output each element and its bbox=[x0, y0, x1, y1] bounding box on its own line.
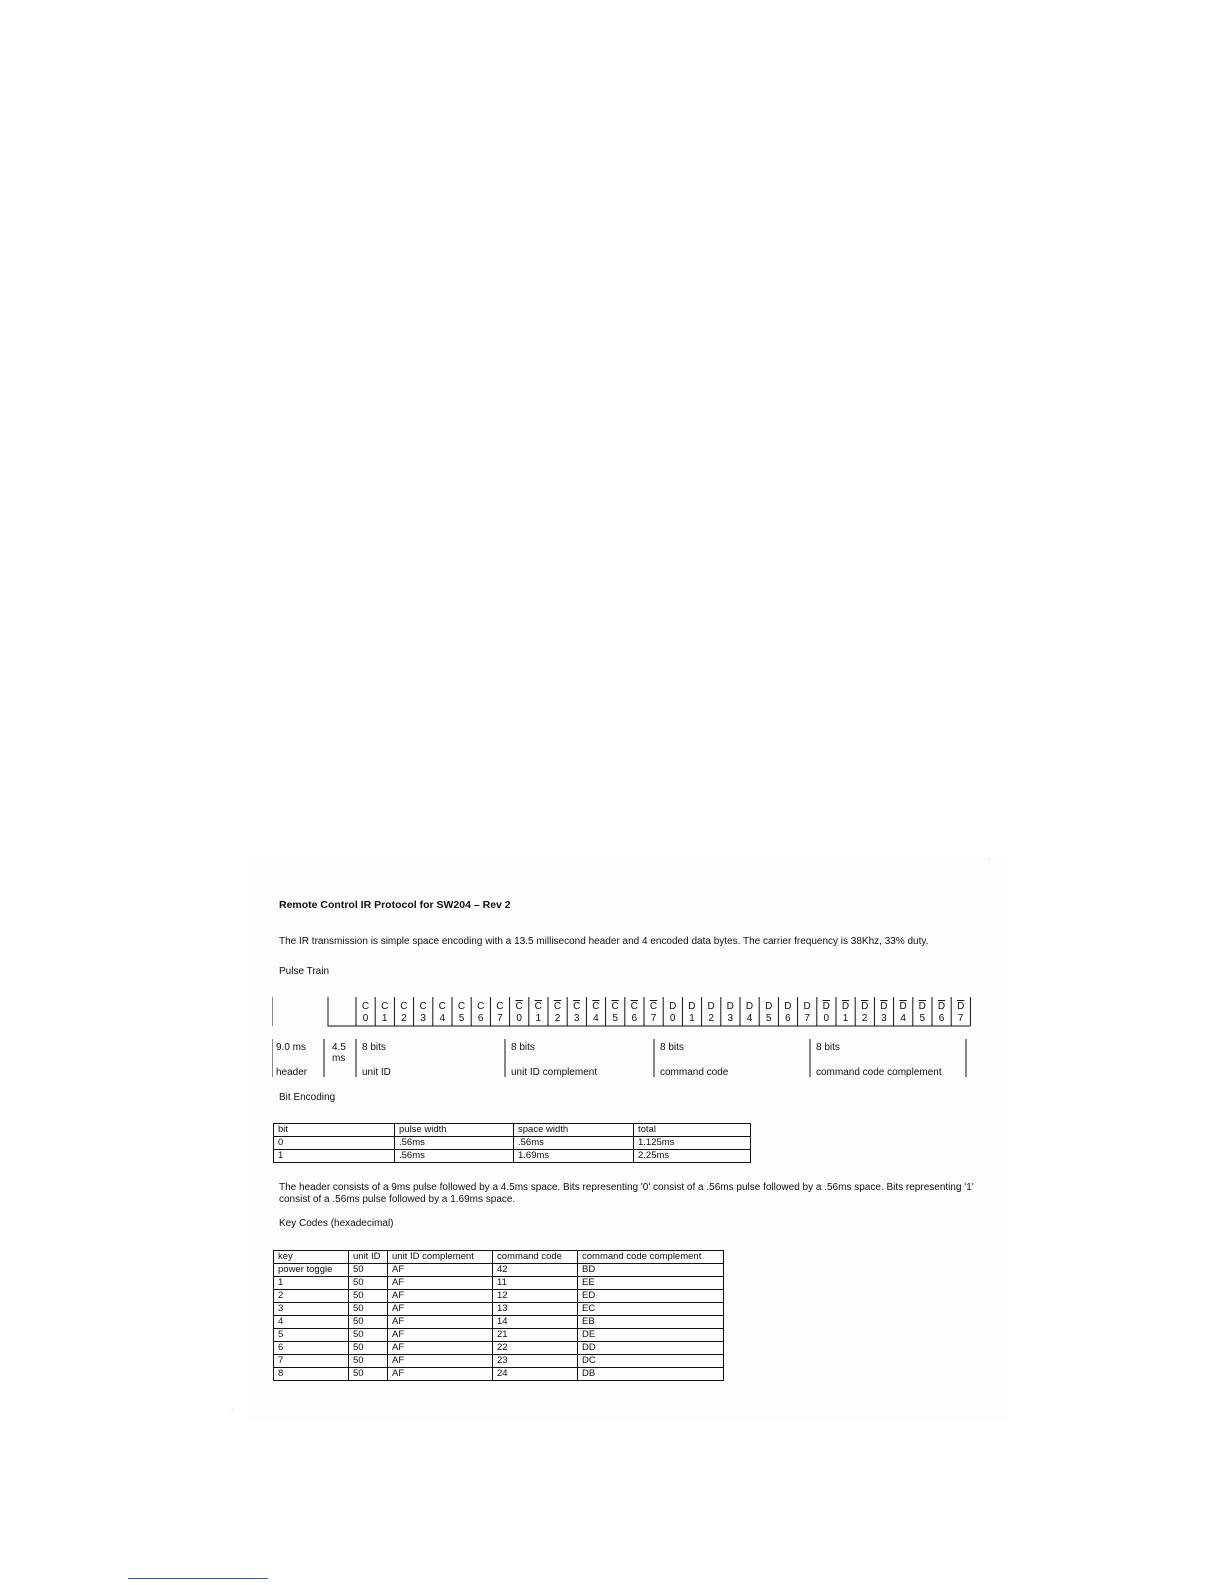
table-cell: 3 bbox=[274, 1303, 349, 1316]
column-header: space width bbox=[514, 1124, 634, 1137]
table-row bbox=[274, 1303, 724, 1316]
group-label-unit-id-complement: unit ID complement bbox=[511, 1067, 598, 1078]
table-row bbox=[274, 1342, 724, 1355]
bit-cell bbox=[625, 1001, 644, 1025]
bit-cell bbox=[778, 1001, 797, 1025]
bit-index: 4 bbox=[439, 1013, 446, 1024]
bit-letter: D bbox=[765, 1001, 773, 1012]
bit-letter: $\overline{D}$ bbox=[880, 1001, 888, 1012]
bit-index: 5 bbox=[765, 1013, 772, 1024]
bit-letter: $\overline{C}$ bbox=[611, 1001, 619, 1012]
table-cell: 50 bbox=[349, 1342, 388, 1355]
bit-cell bbox=[586, 1001, 605, 1025]
bit-letter: D bbox=[726, 1001, 734, 1012]
table-row bbox=[274, 1355, 724, 1368]
table-cell: 42 bbox=[493, 1264, 578, 1277]
bit-index: 3 bbox=[881, 1013, 887, 1024]
group-label-command-code: command code bbox=[660, 1067, 729, 1078]
bit-cell bbox=[548, 1001, 567, 1025]
table-cell: 6 bbox=[274, 1342, 349, 1355]
table-cell: ED bbox=[578, 1290, 724, 1303]
table-cell: AF bbox=[388, 1316, 493, 1329]
bit-index: 2 bbox=[708, 1013, 714, 1024]
bit-cell bbox=[836, 1001, 855, 1025]
table-row bbox=[274, 1368, 724, 1381]
bit-cell bbox=[490, 1001, 509, 1025]
table-cell: 50 bbox=[349, 1277, 388, 1290]
bit-cell bbox=[817, 1001, 836, 1025]
table-cell: 5 bbox=[274, 1329, 349, 1342]
bit-index: 5 bbox=[458, 1013, 465, 1024]
table-cell: 14 bbox=[493, 1316, 578, 1329]
bit-cell bbox=[759, 1001, 778, 1025]
column-header: key bbox=[274, 1251, 349, 1264]
bit-index: 7 bbox=[804, 1013, 810, 1024]
bit-cell bbox=[606, 1001, 625, 1025]
pulse-train-diagram bbox=[272, 997, 977, 1095]
document-title: Remote Control IR Protocol for SW204 – Rev 2 bbox=[279, 899, 511, 911]
bit-cell bbox=[951, 1001, 970, 1025]
table-cell: AF bbox=[388, 1342, 493, 1355]
bit-letter: C bbox=[400, 1001, 408, 1012]
bit-cell bbox=[394, 1001, 413, 1025]
bit-index: 4 bbox=[746, 1013, 753, 1024]
column-header: unit ID bbox=[349, 1251, 388, 1264]
table-cell: 50 bbox=[349, 1368, 388, 1381]
table-row bbox=[274, 1264, 724, 1277]
table-cell: BD bbox=[578, 1264, 724, 1277]
bit-cell bbox=[702, 1001, 721, 1025]
bit-cell bbox=[663, 1001, 682, 1025]
bit-index: 4 bbox=[900, 1013, 906, 1024]
bit-letter: $\overline{C}$ bbox=[630, 1001, 638, 1012]
column-header: command code complement bbox=[578, 1251, 724, 1264]
bit-letter: C bbox=[477, 1001, 485, 1012]
table-cell: 50 bbox=[349, 1264, 388, 1277]
table-cell: DD bbox=[578, 1342, 724, 1355]
bit-letter: C bbox=[419, 1001, 427, 1012]
bit-cell bbox=[740, 1001, 759, 1025]
bit-index: 6 bbox=[938, 1013, 945, 1024]
column-header: pulse width bbox=[395, 1124, 514, 1137]
table-cell: 1 bbox=[274, 1150, 395, 1163]
table-cell: 50 bbox=[349, 1355, 388, 1368]
table-cell: 23 bbox=[493, 1355, 578, 1368]
column-header: bit bbox=[274, 1124, 395, 1137]
table-cell: 50 bbox=[349, 1329, 388, 1342]
bit-cell bbox=[433, 1001, 452, 1025]
bit-index: 2 bbox=[554, 1013, 561, 1024]
space-time: 4.5 ms bbox=[332, 1042, 346, 1064]
bit-letter: C bbox=[496, 1001, 504, 1012]
bit-cell bbox=[510, 1001, 529, 1025]
column-header: command code bbox=[493, 1251, 578, 1264]
bit-cell bbox=[529, 1001, 548, 1025]
bit-letter: D bbox=[669, 1001, 677, 1012]
table-cell: AF bbox=[388, 1264, 493, 1277]
table-cell: 1 bbox=[274, 1277, 349, 1290]
bit-index: 0 bbox=[516, 1013, 522, 1024]
bit-letter: $\overline{C}$ bbox=[649, 1001, 658, 1012]
table-cell: 12 bbox=[493, 1290, 578, 1303]
bit-index: 7 bbox=[650, 1013, 657, 1024]
table-cell: 2.25ms bbox=[634, 1150, 751, 1163]
table-row bbox=[274, 1150, 751, 1163]
scan-speck: . bbox=[988, 853, 991, 862]
bit-index: 1 bbox=[381, 1013, 388, 1024]
table-cell: 13 bbox=[493, 1303, 578, 1316]
table-cell: 8 bbox=[274, 1368, 349, 1381]
bit-index: 6 bbox=[477, 1013, 484, 1024]
bit-index: 1 bbox=[689, 1013, 695, 1024]
table-cell: EB bbox=[578, 1316, 724, 1329]
table-cell: 21 bbox=[493, 1329, 578, 1342]
table-cell: 22 bbox=[493, 1342, 578, 1355]
bit-cell bbox=[932, 1001, 951, 1025]
bit-index: 1 bbox=[842, 1013, 849, 1024]
bit-index: 0 bbox=[669, 1013, 676, 1024]
bit-index: 3 bbox=[573, 1013, 580, 1024]
bit-letter: $\overline{D}$ bbox=[861, 1001, 869, 1012]
bit-encoding-heading: Bit Encoding bbox=[279, 1092, 336, 1103]
table-cell: DE bbox=[578, 1329, 724, 1342]
table-row bbox=[274, 1290, 724, 1303]
table-cell: AF bbox=[388, 1368, 493, 1381]
table-cell: 24 bbox=[493, 1368, 578, 1381]
key-codes-table bbox=[273, 1250, 724, 1381]
footer-rule bbox=[128, 1578, 268, 1579]
group-bits-command-code: 8 bits bbox=[660, 1042, 684, 1053]
bit-cell bbox=[874, 1001, 893, 1025]
bit-letter: C bbox=[457, 1001, 466, 1012]
table-cell: 50 bbox=[349, 1303, 388, 1316]
bit-index: 0 bbox=[823, 1013, 830, 1024]
table-cell: AF bbox=[388, 1277, 493, 1290]
table-cell: .56ms bbox=[514, 1137, 634, 1150]
table-cell: AF bbox=[388, 1329, 493, 1342]
bit-cell bbox=[414, 1001, 433, 1025]
header-label: header bbox=[276, 1067, 308, 1078]
table-row bbox=[274, 1277, 724, 1290]
bit-index: 7 bbox=[957, 1013, 964, 1024]
bit-cell bbox=[721, 1001, 740, 1025]
bit-letter: D bbox=[803, 1001, 811, 1012]
bit-letter: $\overline{C}$ bbox=[515, 1001, 523, 1012]
bit-cell bbox=[356, 1001, 375, 1025]
bit-letter: $\overline{D}$ bbox=[899, 1001, 907, 1012]
group-label-command-code-complement: command code complement bbox=[816, 1067, 942, 1078]
bit-index: 6 bbox=[785, 1013, 791, 1024]
table-cell: AF bbox=[388, 1355, 493, 1368]
bit-index: 0 bbox=[362, 1013, 369, 1024]
pulse-train-heading: Pulse Train bbox=[279, 966, 330, 977]
bit-index: 6 bbox=[631, 1013, 638, 1024]
bit-cell bbox=[913, 1001, 932, 1025]
table-cell: 50 bbox=[349, 1316, 388, 1329]
table-cell: 7 bbox=[274, 1355, 349, 1368]
bit-letter: D bbox=[784, 1001, 792, 1012]
encoding-description: The header consists of a 9ms pulse followed by a 4.5ms space. Bits representing '0' consist of a .56ms pulse followed by a .56ms space. Bits representing '1' consist of a .56ms pulse followed by a 1.69ms space. bbox=[279, 1182, 974, 1205]
scan-speck: . bbox=[231, 1403, 234, 1412]
intro-paragraph: The IR transmission is simple space encoding with a 13.5 millisecond header and 4 encoded data bytes. The carrier frequency is 38Khz, 33% duty. bbox=[279, 936, 929, 947]
group-bits-command-code-complement: 8 bits bbox=[816, 1042, 840, 1053]
table-cell: AF bbox=[388, 1290, 493, 1303]
bit-letter: $\overline{D}$ bbox=[822, 1001, 830, 1012]
table-cell: 1.69ms bbox=[514, 1150, 634, 1163]
bit-letter: $\overline{C}$ bbox=[592, 1001, 600, 1012]
bit-cell bbox=[798, 1001, 817, 1025]
bit-letter: D bbox=[707, 1001, 715, 1012]
table-cell: 1.125ms bbox=[634, 1137, 751, 1150]
bit-letter: C bbox=[381, 1001, 389, 1012]
table-cell: EC bbox=[578, 1303, 724, 1316]
table-cell: .56ms bbox=[395, 1150, 514, 1163]
key-codes-heading: Key Codes (hexadecimal) bbox=[279, 1218, 394, 1229]
bit-cell bbox=[452, 1001, 471, 1025]
bit-index: 2 bbox=[861, 1013, 868, 1024]
bit-index: 1 bbox=[535, 1013, 542, 1024]
table-row bbox=[274, 1316, 724, 1329]
bit-cell bbox=[375, 1001, 394, 1025]
bit-cell bbox=[471, 1001, 490, 1025]
group-label-unit-id: unit ID bbox=[362, 1067, 391, 1078]
bit-letter: $\overline{D}$ bbox=[957, 1001, 965, 1012]
bit-index: 7 bbox=[497, 1013, 503, 1024]
table-cell: power toggle bbox=[274, 1264, 349, 1277]
bit-letter: D bbox=[745, 1001, 754, 1012]
bit-letter: $\overline{C}$ bbox=[573, 1001, 581, 1012]
table-cell: 2 bbox=[274, 1290, 349, 1303]
table-cell: EE bbox=[578, 1277, 724, 1290]
bit-cell bbox=[855, 1001, 874, 1025]
header-time: 9.0 ms bbox=[276, 1042, 307, 1053]
table-cell: DB bbox=[578, 1368, 724, 1381]
table-header-row bbox=[274, 1251, 724, 1264]
bit-index: 5 bbox=[919, 1013, 926, 1024]
table-row bbox=[274, 1329, 724, 1342]
column-header: total bbox=[634, 1124, 751, 1137]
bit-index: 3 bbox=[727, 1013, 734, 1024]
table-cell: 0 bbox=[274, 1137, 395, 1150]
group-bits-unit-id: 8 bits bbox=[362, 1042, 386, 1053]
bit-letter: D bbox=[688, 1001, 696, 1012]
table-cell: AF bbox=[388, 1303, 493, 1316]
bit-index: 3 bbox=[420, 1013, 426, 1024]
group-bits-unit-id-complement: 8 bits bbox=[511, 1042, 535, 1053]
bit-index: 5 bbox=[612, 1013, 618, 1024]
bit-letter: C bbox=[438, 1001, 446, 1012]
bit-letter: $\overline{D}$ bbox=[918, 1001, 926, 1012]
table-cell: 4 bbox=[274, 1316, 349, 1329]
table-cell: .56ms bbox=[395, 1137, 514, 1150]
bit-cell bbox=[567, 1001, 586, 1025]
column-header: unit ID complement bbox=[388, 1251, 493, 1264]
bit-letter: $\overline{C}$ bbox=[534, 1001, 542, 1012]
bit-index: 2 bbox=[401, 1013, 407, 1024]
table-row bbox=[274, 1137, 751, 1150]
bit-cell bbox=[644, 1001, 663, 1025]
bit-letter: $\overline{D}$ bbox=[937, 1001, 946, 1012]
table-cell: DC bbox=[578, 1355, 724, 1368]
bit-letter: $\overline{D}$ bbox=[841, 1001, 850, 1012]
bit-letter: $\overline{C}$ bbox=[553, 1001, 562, 1012]
table-header-row bbox=[274, 1124, 751, 1137]
table-cell: 50 bbox=[349, 1290, 388, 1303]
bit-cell bbox=[894, 1001, 913, 1025]
table-cell: 11 bbox=[493, 1277, 578, 1290]
bit-encoding-table bbox=[273, 1123, 751, 1163]
bit-letter: C bbox=[361, 1001, 370, 1012]
bit-index: 4 bbox=[593, 1013, 599, 1024]
bit-cell bbox=[682, 1001, 701, 1025]
